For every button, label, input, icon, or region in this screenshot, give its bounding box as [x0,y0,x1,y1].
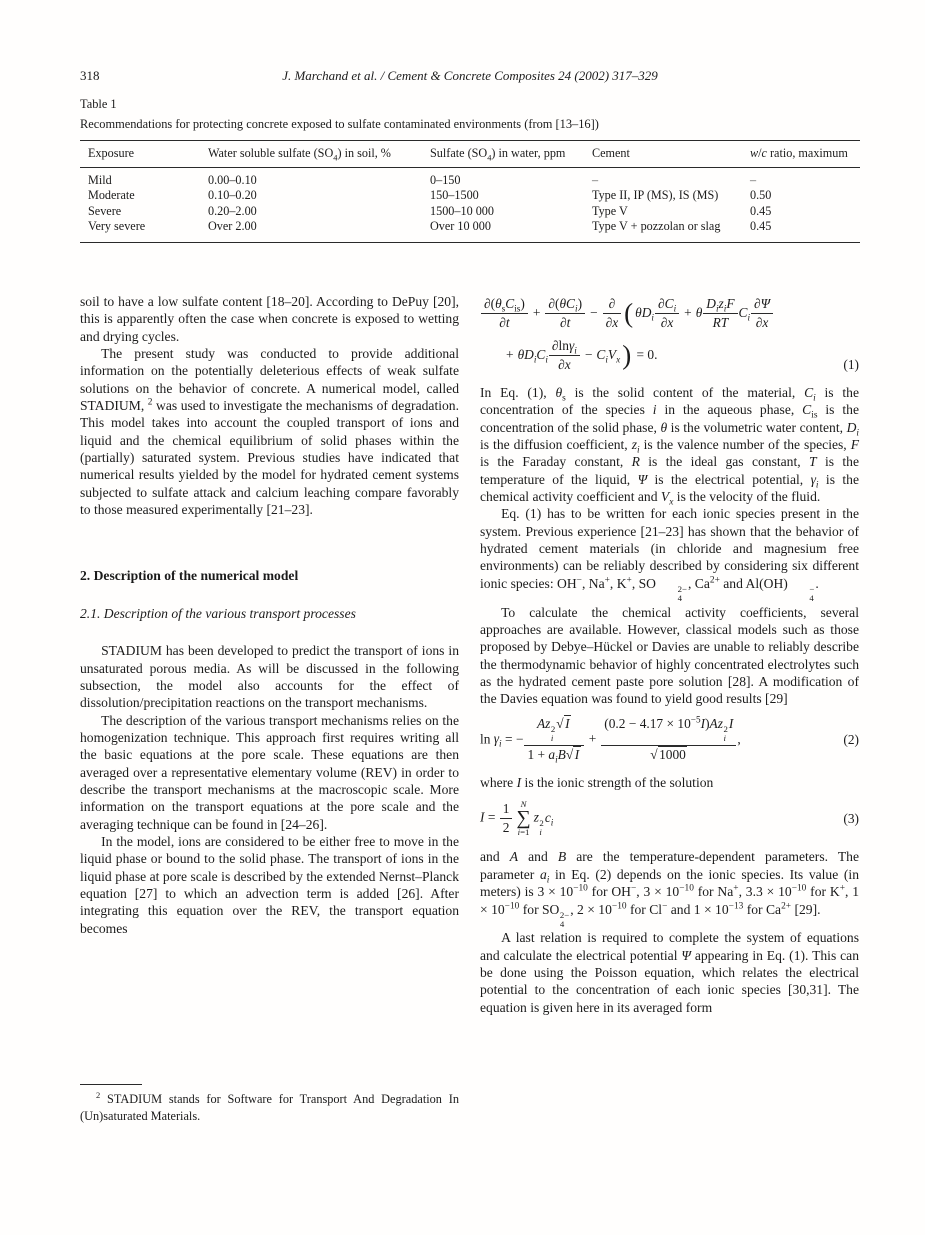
paragraph: To calculate the chemical activity coefficients, several approaches are available. However, classical models such as those proposed by Debye–Hückel or Davies are unable to reliably describe the thermodynamic behavior of highly concentrated electrolytes such as the hydrated cement paste pore solution [28]. A modification of the Davies equation was found to yield good results [29] [480,604,859,707]
table-cell: – [592,172,599,187]
paragraph: where I is the ionic strength of the solution [480,774,714,790]
equation-number: (2) [843,732,859,748]
table-cell: Very severe [88,219,146,234]
right-column [480,293,859,1016]
table-cell: 0.50 [750,188,772,203]
table-cell: 0.00–0.10 [208,172,257,187]
table-cell: 1500–10 000 [430,203,494,218]
column-header-exposure: Exposure [80,141,208,168]
footnote-text: $^2$ STADIUM stands for Software for Transport And Degradation In (Un)saturated Materials. [80,1089,459,1123]
equation-3 [480,800,859,837]
equation-number: (3) [843,811,859,827]
table-cell: Mild [88,172,112,187]
two-column-body [80,293,860,1016]
sulfate-recommendations-table [80,140,860,243]
footnote-rule [80,1084,142,1085]
footnote [80,1084,459,1125]
table-1-section [80,97,860,243]
table-row-mild [80,167,860,188]
table-cell: 150–1500 [430,188,479,203]
table-cell: Type V [592,203,628,218]
equation-1-body: $\frac{\partial(\theta_sC_{is})}{\partial t}$ + $\frac{\partial(\theta C_i)}{\partial t}$ − $\frac{\partial}{\partial x}$ ( $\theta D_i$ $\frac{\partial C_i}{\partial x}$ + θ $\frac{D_iz_iF}{RT}$ $C_i$ $\frac{\partial\Psi}{\partial x}$ + $\theta D_iC_i$ $\frac{\partial\ln\gamma_i}{\partial x}$ − $C_iV_x) = 0$. [480,297,774,373]
table-cell: 0.20–2.00 [208,203,257,218]
table-cell: Moderate [88,188,135,203]
paragraph: STADIUM has been developed to predict the transport of ions in unsaturated porous media. As will be discussed in the following subsection, the model also accounts for the effect of dissolution/precipitation reactions on the transport mechanisms. [80,643,459,711]
paragraph: In Eq. (1), $\theta_s$ is the solid content of the material, $C_i$ is the concentration of the species i in the aqueous phase, $C_{is}$ is the concentration of the solid phase, θ is the volumetric water content, $D_i$ is the diffusion coefficient, $z_i$ is the valence number of the species, F is the Faraday constant, R is the ideal gas constant, T is the temperature of the liquid, Ψ is the electrical potential, $\gamma_i$ is the chemical activity coefficient and $V_x$ is the velocity of the fluid. [480,384,859,508]
section-heading: 2. Description of the numerical model [80,568,299,584]
table-caption: Recommendations for protecting concrete exposed to sulfate contaminated environments (from [13–16]) [80,117,599,131]
running-title: J. Marchand et al. / Cement & Concrete Composites 24 (2002) 317–329 [282,68,658,83]
table-cell: 0–150 [430,172,461,187]
table-cell: Severe [88,203,122,218]
table-header-row [80,141,860,168]
table-cell: 0.10–0.20 [208,188,257,203]
table-cell: 0.45 [750,203,772,218]
equation-2-body: $\ln \gamma_i$ = − Az 2 i √ I $1 + a_iB√$ I + $(0.2 - 4.17 \times 10^{-5}I)Az$ 2 i I √ 1000 , [480,714,741,766]
table-row-moderate [80,188,860,204]
paragraph: In the model, ions are considered to be either free to move in the liquid phase or bound to the solid phase. The transport of ions in the liquid phase at pore scale is described by the extended Nernst–Planck equation [27] to which an advection term is added [26]. After integrating this equation over the REV, the transport equation becomes [80,833,459,936]
table-label: Table 1 [80,97,117,111]
table-cell: – [750,172,757,187]
table-cell: Over 2.00 [208,219,257,234]
subsection-heading: 2.1. Description of the various transport processes [80,605,356,621]
column-header-water-sulfate: Sulfate $(SO_4)$ in water, ppm [430,141,592,168]
column-header-wc-ratio: w/c ratio, maximum [750,141,860,168]
paragraph: and A and B are the temperature-dependent parameters. The parameter $a_i$ in Eq. (2) depends on the ionic species. Its value (in meters) is $3 \times 10^{-10}$ for OH−, $3 \times 10^{-10}$ for Na+, $3.3 \times 10^{-10}$ for K+, $1 \times 10^{-10}$ for SO 2− 4 , $2 \times 10^{-10}$ for Cl− and $1 \times 10^{-13}$ for $Ca^{2+}$ [29]. [480,849,860,930]
column-header-cement: Cement [592,141,750,168]
table-row-severe [80,204,860,220]
paragraph: Eq. (1) has to be written for each ionic species present in the system. Previous experience [21–23] has shown that the behavior of hydrated cement materials (in chloride and magnesium free environments) can be reliably described by considering six different ionic species: OH−, Na+, K+, SO 2− 4 , $Ca^{2+}$ and Al(OH) − 4 . [480,506,859,604]
equation-number: (1) [843,356,859,372]
table-cell: Over 10 000 [430,219,491,234]
page-number: 318 [80,68,100,83]
paragraph: soil to have a low sulfate content [18–20]. According to DePuy [20], this is apparently often the case when concrete is exposed to wetting and drying cycles. [80,294,459,344]
table-cell: Type V + pozzolan or slag [592,219,721,234]
table-row-very-severe [80,219,860,242]
left-column [80,293,459,1016]
paragraph: The description of the various transport mechanisms relies on the homogenization technique. This approach first requires writing all the basic equations at the pore scale. These equations are then averaged over a representative elementary volume (REV) in order to describe the transport mechanisms at the macroscopic scale. More information on the transport equations at the pore scale and the averaging technique can be found in [24–26]. [80,712,459,832]
equation-3-body: I = $\frac{1}{2}$ N ∑ i=1 z 2 i $c_i$ [480,799,554,838]
column-header-soil-sulfate: Water soluble sulfate $(SO_4)$ in soil, % [208,141,430,168]
table-cell: 0.45 [750,219,772,234]
paragraph: The present study was conducted to provide additional information on the potentially deleterious effects of weak sulfate solutions on the behavior of concrete. A numerical model, called STADIUM, $^2$ was used to investigate the mechanisms of degradation. This model takes into account the coupled transport of ions and liquid and the chemical equilibrium of solid phases within the (partially) saturated system. Previous studies have indicated that numerical results yielded by the model for hydrated cement systems subjected to sulfate attack and calcium leaching compare favorably to those measured experimentally [21–23]. [80,346,459,518]
equation-2 [480,714,859,766]
paragraph: A last relation is required to complete the system of equations and calculate the electrical potential Ψ appearing in Eq. (1). This can be done using the Poisson equation, which relates the electrical potential to the concentration of each ionic species [30,31]. The equation is given here in its averaged form [480,930,860,1015]
equation-1 [480,297,859,373]
table-cell: Type II, IP (MS), IS (MS) [592,188,719,203]
page-header [80,68,860,84]
